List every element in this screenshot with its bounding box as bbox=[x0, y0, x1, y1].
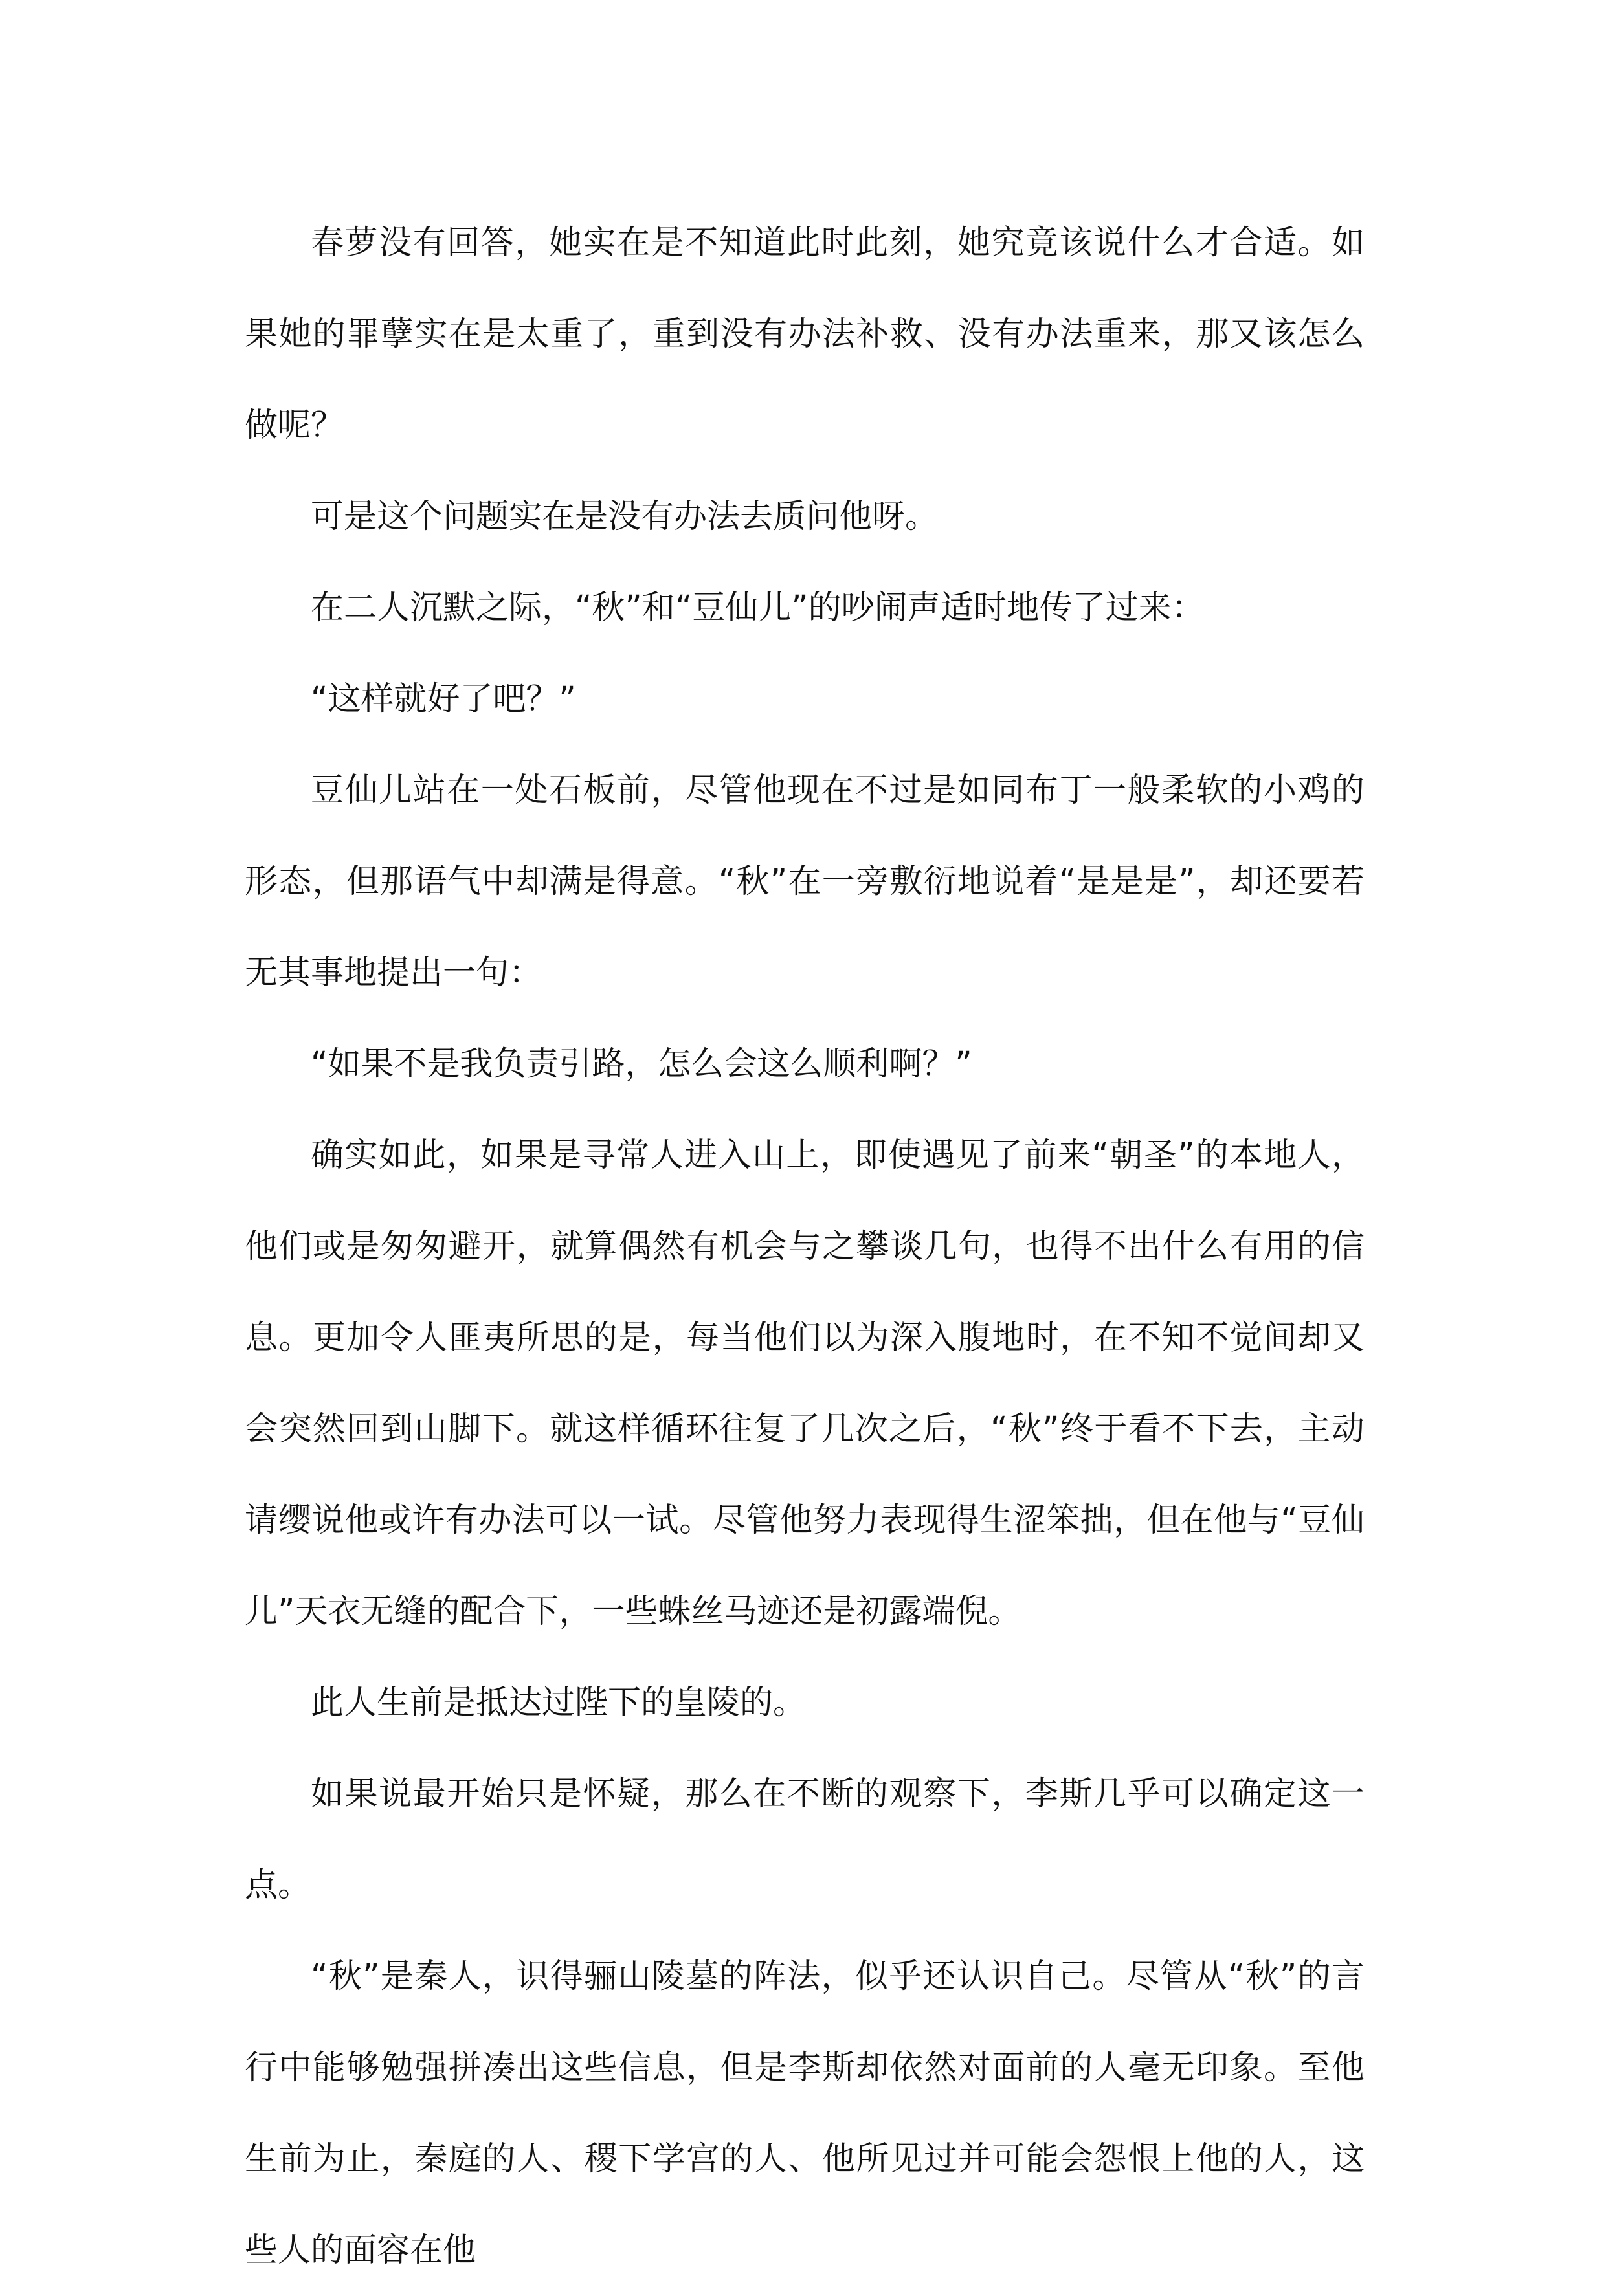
paragraph-5: 豆仙儿站在一处石板前，尽管他现在不过是如同布丁一般柔软的小鸡的形态，但那语气中却满是得意。“秋”在一旁敷衍地说着“是是是”，却还要若无其事地提出一句： bbox=[245, 771, 1365, 992]
paragraph-3: 在二人沉默之际，“秋”和“豆仙儿”的吵闹声适时地传了过来： bbox=[311, 589, 1205, 627]
document-body bbox=[245, 197, 1365, 2296]
paragraph-8: 此人生前是抵达过陛下的皇陵的。 bbox=[311, 1684, 807, 1722]
paragraph-7: 确实如此，如果是寻常人进入山上，即使遇见了前来“朝圣”的本地人，他们或是匆匆避开，就算偶然有机会与之攀谈几句，也得不出什么有用的信息。更加令人匪夷所思的是，每当他们以为深入腹地时，在不知不觉间却又会突然回到山脚下。就这样循环往复了几次之后，“秋”终于看不下去，主动请缨说他或许有办法可以一试。尽管他努力表现得生涩笨拙，但在他与“豆仙儿”天衣无缝的配合下，一些蛛丝马迹还是初露端倪。 bbox=[245, 1136, 1365, 1631]
paragraph-1: 春萝没有回答，她实在是不知道此时此刻，她究竟该说什么才合适。如果她的罪孽实在是太重了，重到没有办法补救、没有办法重来，那又该怎么做呢？ bbox=[245, 224, 1365, 445]
paragraph-2: 可是这个问题实在是没有办法去质问他呀。 bbox=[311, 498, 939, 536]
paragraph-4: “这样就好了吧？” bbox=[311, 680, 576, 718]
paragraph-10: “秋”是秦人，识得骊山陵墓的阵法，似乎还认识自己。尽管从“秋”的言行中能够勉强拼凑出这些信息，但是李斯却依然对面前的人毫无印象。至他生前为止，秦庭的人、稷下学宫的人、他所见过并可能会怨恨上他的人，这些人的面容在他 bbox=[245, 1958, 1365, 2269]
paragraph-6: “如果不是我负责引路，怎么会这么顺利啊？” bbox=[311, 1045, 972, 1083]
paragraph-9: 如果说最开始只是怀疑，那么在不断的观察下，李斯几乎可以确定这一点。 bbox=[245, 1775, 1365, 1904]
